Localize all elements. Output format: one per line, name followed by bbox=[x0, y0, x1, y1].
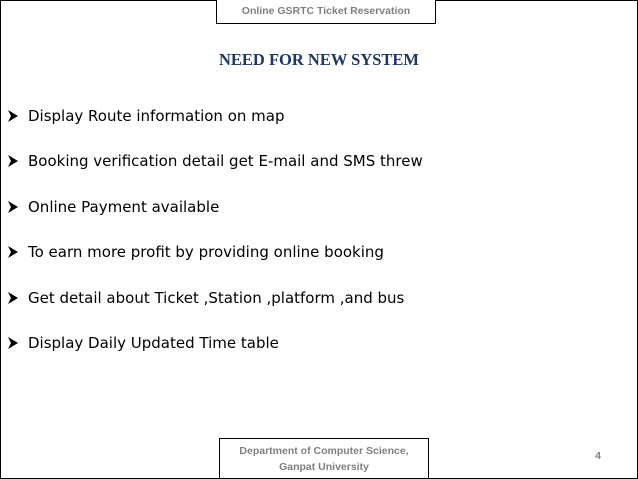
list-item bbox=[8, 321, 423, 367]
footer-line-2: Ganpat University bbox=[279, 461, 369, 473]
bullet-text: Get detail about Ticket ,Station ,platform ,and bus bbox=[28, 288, 405, 307]
arrowhead-bullet-icon bbox=[8, 201, 18, 213]
list-item bbox=[8, 275, 423, 321]
list-item bbox=[8, 139, 423, 185]
slide-footer bbox=[219, 438, 429, 478]
footer-line-1: Department of Computer Science, bbox=[239, 445, 409, 457]
slide-title: NEED FOR NEW SYSTEM bbox=[218, 50, 420, 69]
bullet-text: To earn more profit by providing online booking bbox=[28, 243, 384, 262]
arrowhead-bullet-icon bbox=[8, 292, 18, 304]
arrowhead-bullet-icon bbox=[8, 246, 18, 258]
arrowhead-bullet-icon bbox=[8, 110, 18, 122]
arrowhead-bullet-icon bbox=[8, 337, 18, 349]
list-item bbox=[8, 93, 423, 139]
bullet-text: Online Payment available bbox=[28, 197, 220, 216]
page-number: 4 bbox=[595, 450, 601, 462]
bullet-text: Display Route information on map bbox=[28, 106, 285, 125]
list-item bbox=[8, 184, 423, 230]
bullet-text: Display Daily Updated Time table bbox=[28, 334, 279, 353]
slide-header bbox=[216, 0, 436, 24]
bullet-list bbox=[8, 93, 423, 366]
header-text: Online GSRTC Ticket Reservation bbox=[241, 5, 411, 17]
bullet-text: Booking verification detail get E-mail and SMS threw bbox=[28, 152, 423, 171]
arrowhead-bullet-icon bbox=[8, 155, 18, 167]
list-item bbox=[8, 230, 423, 276]
